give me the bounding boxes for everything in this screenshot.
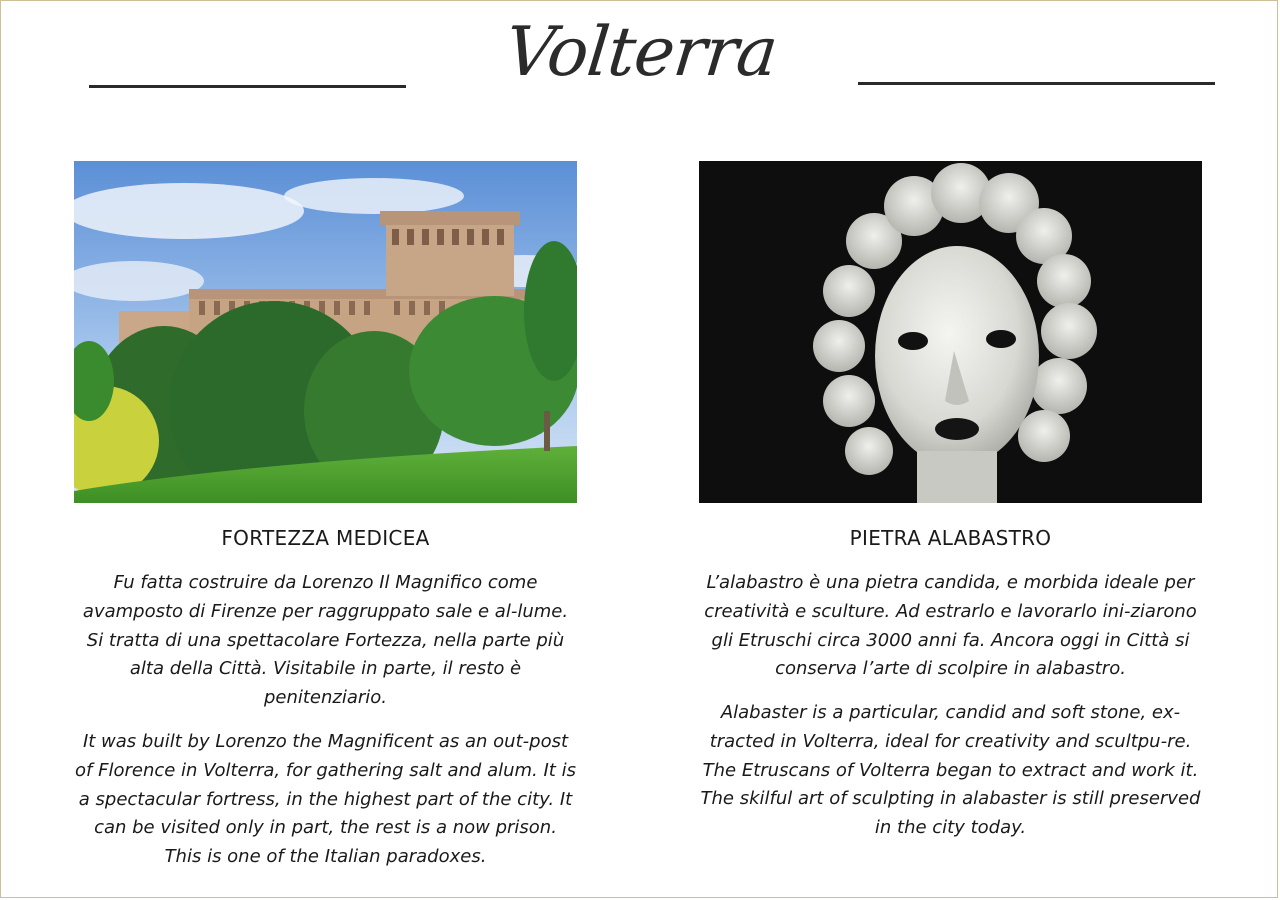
alabaster-mask-photo (699, 161, 1202, 503)
fortezza-text-english: It was built by Lorenzo the Magnificent as an out-post of Florence in Volterra, for gathering salt and alum. It is a spectacular fortress, in the highest part of the city. It can be visited only in part, the rest is a now prison. This is one of the Italian paradoxes. (75, 731, 576, 868)
title-rule-right (858, 82, 1215, 85)
fortress-photo (74, 161, 577, 503)
page-title: Volterra (501, 13, 781, 92)
fortress-illustration (74, 161, 577, 503)
alabastro-text-english: Alabaster is a particular, candid and soft stone, ex-tracted in Volterra, ideal for creativity and scultpu-re. The Etruscans of Volterra began to extract and work it. The skilful art of sculpting in alabaster is still preserved in the city today. (700, 702, 1201, 839)
alabastro-text-italian: L’alabastro è una pietra candida, e morbida ideale per creatività e sculture. Ad estrarlo e lavorarlo ini-ziarono gli Etruschi circa 3000 anni fa. Ancora oggi in Città si conserva l’arte di scolpire in alabastro. (704, 572, 1197, 680)
mask-illustration (699, 161, 1202, 503)
section-heading-alabastro: PIETRA ALABASTRO (849, 526, 1052, 550)
fortezza-text-italian: Fu fatta costruire da Lorenzo Il Magnifico come avamposto di Firenze per raggruppato sale e al-lume. Si tratta di una spettacolare Fortezza, nella parte più alta della Città. Visitabile in parte, il resto è penitenziario. (82, 572, 569, 709)
section-heading-fortezza: FORTEZZA MEDICEA (221, 526, 430, 550)
title-rule-left (89, 85, 406, 88)
